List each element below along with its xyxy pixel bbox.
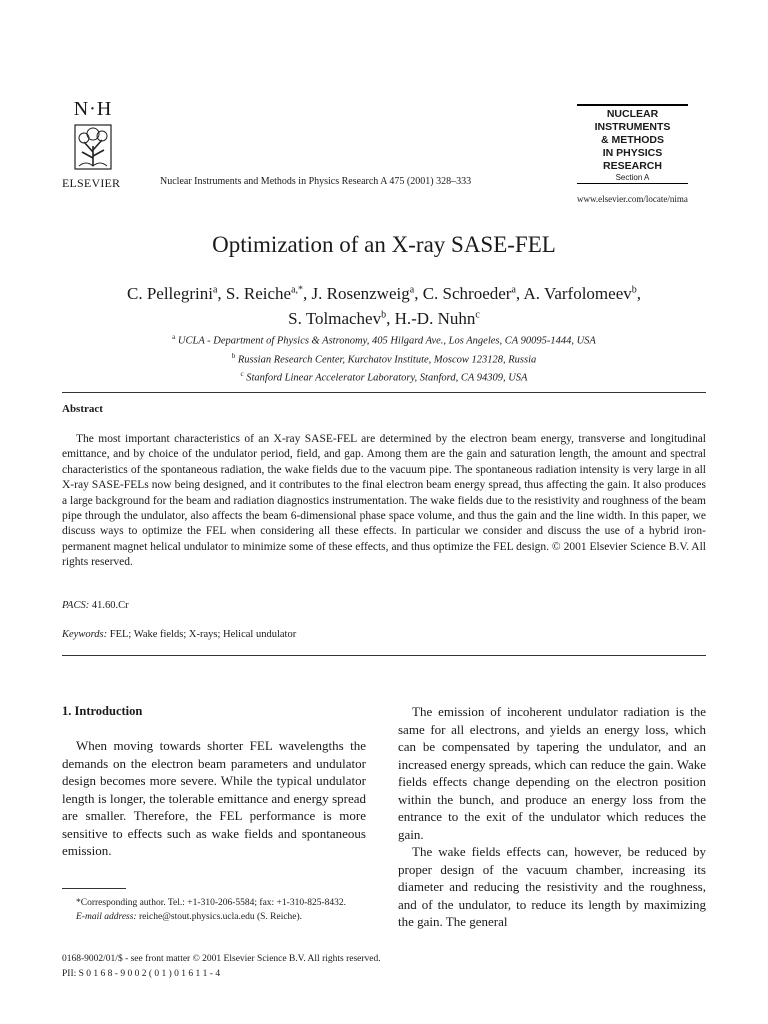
divider-top (62, 392, 706, 393)
email-label: E-mail address: (76, 912, 137, 922)
affiliation: $^b$ Russian Research Center, Kurchatov Institute, Moscow 123128, Russia (231, 351, 537, 365)
affiliation-list (40, 330, 728, 386)
author: J. Rosenzweig$^a$, (311, 283, 423, 303)
left-column (62, 737, 366, 860)
page-footer (62, 952, 381, 982)
publisher-name: ELSEVIER (62, 176, 121, 190)
pacs-line (62, 600, 129, 611)
brand-line: IN PHYSICS (602, 147, 663, 159)
author: H.-D. Nuhn$^c$ (394, 309, 480, 329)
paper-title: Optimization of an X-ray SASE-FEL (212, 232, 556, 257)
footnote-rule (62, 888, 126, 889)
elsevier-tree-emblem-icon (72, 122, 114, 172)
abstract-body: The most important characteristics of an X-ray SASE-FEL are determined by the electron beam energy, transverse and longitudinal emittance, and by choice of the undulator period, field, and gap. Among them are the gain and saturation length, the amount and spectral characteristics of the spontaneous radiation, the wake fields due to the vacuum pipe. The spontaneous radiation intensity is very large in all X-ray SASE-FELs now being designed, and it contributes to the final electron beam energy spread, thus affecting the gain. It also produces a large background for the beam and radiation diagnostics instrumentation. The wake fields due to the resistivity and roughness of the beam pipe through the undulator, also affects the beam 6-dimensional phase space volume, and thus the gain and the line width. In this paper, we discuss ways to optimize the FEL when considering all these effects. In particular we consider and discuss the use of a hybrid iron-permanent magnet helical undulator to minimize some of these effects, and thus optimize the FEL design. © 2001 Elsevier Science B.V. All rights reserved. (62, 433, 706, 569)
abstract-heading: Abstract (62, 403, 103, 415)
keywords-value: FEL; Wake fields; X-rays; Helical undulator (109, 629, 297, 640)
section-heading: 1. Introduction (62, 704, 143, 718)
body-paragraph: The wake fields effects can, however, be reduced by proper design of the vacuum chamber, increasing its diameter and reducing the resistivity and the roughness, and of the undulator, to reduce its length by maximizing the gain. The general (398, 844, 706, 929)
corresponding-author-note: *Corresponding author. Tel.: +1-310-206-5584; fax: +1-310-825-8432. (76, 898, 347, 908)
brand-line: & METHODS (601, 134, 664, 146)
email-address[interactable]: reiche@stout.physics.ucla.edu (S. Reiche). (138, 912, 303, 922)
right-column (398, 703, 706, 931)
journal-reference: Nuclear Instruments and Methods in Physics Research A 475 (2001) 328–333 (160, 176, 472, 187)
divider-bottom (62, 655, 706, 656)
journal-url-link[interactable]: www.elsevier.com/locate/nima (577, 194, 688, 204)
brand-line: RESEARCH (603, 160, 662, 172)
publisher-logo (62, 98, 124, 190)
author: C. Schroeder$^a$, (422, 283, 524, 303)
pii-line: PII: S 0 1 6 8 - 9 0 0 2 ( 0 1 ) 0 1 6 1 1 - 4 (62, 969, 221, 979)
body-paragraph: The emission of incoherent undulator radiation is the same for all electrons, and yields an energy loss, which can be compensated by tapering the undulator, and an increased energy spreads, which can reduce the gain. Wake fields effects change depending on the electron position within the bunch, and produce an energy loss from the entrance to the exit of the undulator which reduces the gain. (398, 704, 706, 842)
author: S. Tolmachev$^b$, (288, 309, 395, 329)
copyright-line: 0168-9002/01/$ - see front matter © 2001 Elsevier Science B.V. All rights reserved. (62, 954, 381, 964)
author: A. Varfolomeev$^b$, (523, 283, 641, 303)
journal-brand-block (577, 104, 688, 184)
affiliation: $^c$ Stanford Linear Accelerator Laboratory, Stanford, CA 94309, USA (240, 370, 528, 384)
keywords-label: Keywords: (62, 629, 108, 640)
brand-line: NUCLEAR (606, 108, 659, 120)
keywords-line (62, 629, 296, 640)
author-list (40, 279, 728, 330)
footnote (62, 896, 366, 924)
logo-letters: N·H (73, 98, 113, 120)
affiliation: $^a$ UCLA - Department of Physics & Astronomy, 405 Hilgard Ave., Los Angeles, CA 90095-1444, USA (172, 333, 596, 347)
author: S. Reiche$^{a,*}$, (225, 283, 312, 303)
pacs-label: PACS: (62, 600, 90, 611)
body-paragraph: When moving towards shorter FEL wavelengths the demands on the electron beam parameters and undulator design becomes more severe. While the typical undulator length is longer, the tolerable emittance and energy spread are smaller. Therefore, the FEL performance is more sensitive to effects such as wake fields and spontaneous emission. (62, 738, 366, 858)
email-line (62, 910, 366, 924)
brand-line: INSTRUMENTS (594, 121, 671, 133)
brand-section: Section A (577, 173, 688, 184)
pacs-value: 41.60.Cr (91, 600, 129, 611)
author: C. Pellegrini$^a$, (127, 283, 226, 303)
